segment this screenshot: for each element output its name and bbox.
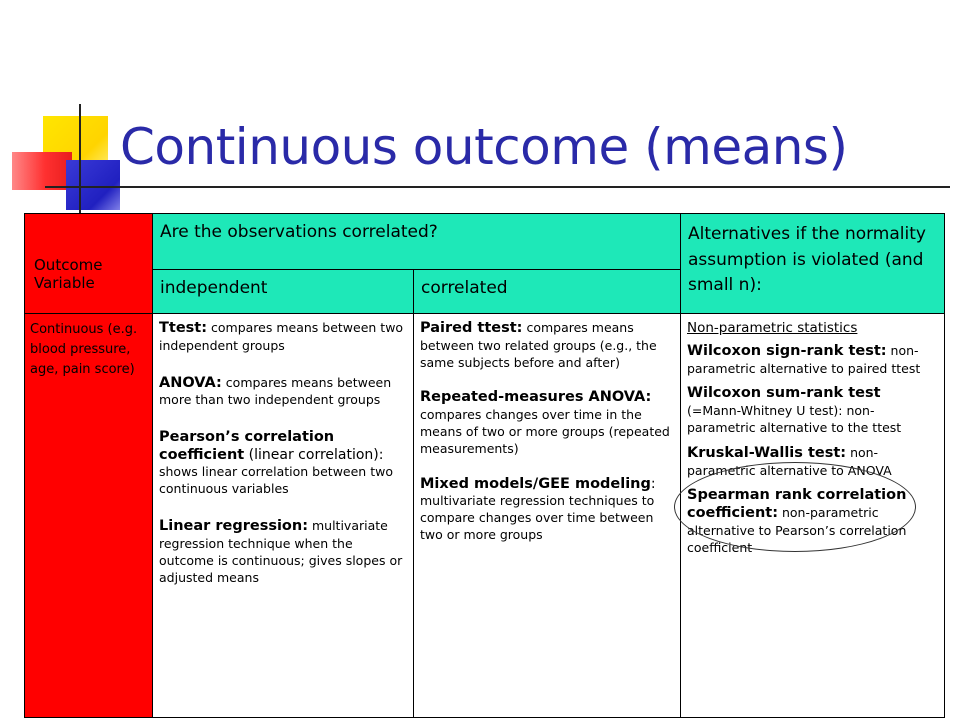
independent-methods-cell xyxy=(153,314,414,718)
header-row-1 xyxy=(25,214,945,270)
alt-spearman: Spearman rank correlation coefficient: non-parametric alternative to Pearson’s correlation coefficient xyxy=(687,487,907,555)
method-ttest: Ttest: compares means between two independent groups xyxy=(159,320,404,353)
alternatives-header: Alternatives if the normality assumption is violated (and small n): xyxy=(681,214,945,314)
continuous-row xyxy=(25,314,945,718)
outcome-variable-header: Outcome Variable xyxy=(25,214,153,314)
method-anova: ANOVA: compares means between more than two independent groups xyxy=(159,374,392,408)
decor-blue-square xyxy=(66,160,120,210)
decor-red-bar xyxy=(12,152,72,190)
method-repeated-anova: Repeated-measures ANOVA: compares changes over time in the means of two or more groups (repeated measurements) xyxy=(420,389,670,456)
alt-kruskal-wallis: Kruskal-Wallis test: non-parametric alternative to ANOVA xyxy=(687,444,892,478)
decor-vertical-line xyxy=(79,104,81,214)
correlated-question-header: Are the observations correlated? xyxy=(153,214,681,270)
page-title: Continuous outcome (means) xyxy=(120,118,848,176)
method-mixed-models: Mixed models/GEE modeling: multivariate regression techniques to compare changes over time between two or more groups xyxy=(420,475,656,543)
correlated-header: correlated xyxy=(414,270,681,314)
independent-header: independent xyxy=(153,270,414,314)
alt-wilcoxon-sign-rank: Wilcoxon sign-rank test: non-parametric alternative to paired ttest xyxy=(687,342,921,376)
methods-table xyxy=(24,213,945,718)
method-paired-ttest: Paired ttest: compares means between two related groups (e.g., the same subjects before and after) xyxy=(420,320,657,370)
correlated-methods-cell xyxy=(414,314,681,718)
method-linear-regression: Linear regression: multivariate regression technique when the outcome is continuous; gives slopes or adjusted means xyxy=(159,518,403,585)
decor-horizontal-line xyxy=(45,186,950,188)
nonparametric-heading: Non-parametric statistics xyxy=(687,320,858,336)
alt-wilcoxon-sum-rank: Wilcoxon sum-rank test (=Mann-Whitney U test): non-parametric alternative to the ttest xyxy=(687,385,902,435)
method-pearson: Pearson’s correlation coefficient (linear correlation): shows linear correlation between two continuous variables xyxy=(159,429,393,497)
outcome-continuous-cell: Continuous (e.g. blood pressure, age, pain score) xyxy=(25,314,153,718)
nonparametric-cell xyxy=(681,314,945,718)
